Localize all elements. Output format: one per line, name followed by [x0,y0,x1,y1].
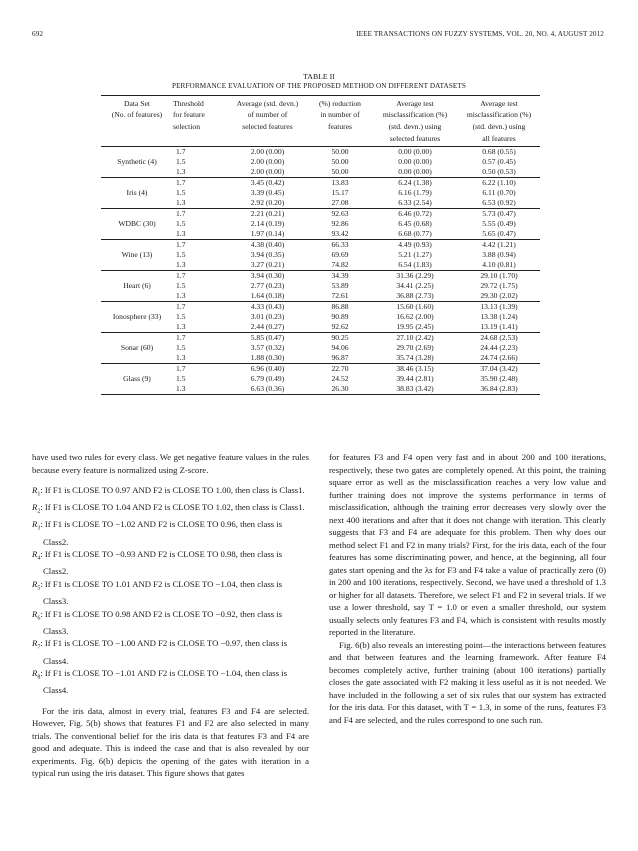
table-cell: 4.49 (0.93) [398,240,432,250]
table-cell: 1.7 [176,209,186,219]
table-cell: 1.3 [176,198,186,208]
table-row [101,240,540,251]
table-cell: 50.00 [331,167,349,177]
header-line: Data Set [124,98,150,108]
table-cell: 2.21 (0.21) [250,209,285,219]
table-cell: 6.46 (0.72) [398,209,432,219]
table-cell: 92.62 [331,322,349,332]
rule-text: : If F1 is CLOSE TO 0.98 AND F2 is CLOSE TO −0.92, then class is Class3. [40,608,283,636]
rule-index: 6 [37,615,41,622]
table-cell: 1.3 [176,167,186,177]
table-cell: 3.01 (0.23) [250,312,285,322]
table-cell: 1.7 [176,240,186,250]
table-cell: 1.3 [176,260,186,270]
table-cell: 22.70 [331,364,349,374]
table-cell: 6.96 (0.40) [250,364,285,374]
table-row [101,271,540,282]
table-cell: 2.77 (0.23) [250,281,285,291]
table-cell: 0.00 (0.00) [398,157,432,167]
header-line: selected features [389,133,441,143]
table-cell: 0.00 (0.00) [398,167,432,177]
right-paragraph-2: Fig. 6(b) also reveals an interesting point—the interactions between features and that between features and the learning framework. After feature F4 becomes completely active, further training (about 100 iterations) partially closes the gate associated with F2 making it less useful as it is not needed. We have included in the following a set of six rules that our system has extracted for the iris data. For this dataset, with T = 1.3, in some of the runs, features F3 and F4 are selected, and the rules correspond to one such run. [329,639,606,725]
table-cell: 34.41 (2.25) [396,281,434,291]
rule-label: R [32,485,38,495]
table-cell: 13.13 (1.39) [480,302,518,312]
table-row [101,209,540,220]
rule-item [32,518,309,548]
page-number: 692 [32,30,44,38]
rule-item [32,667,309,697]
table-cell: 3.39 (0.45) [250,188,285,198]
dataset-name-cell: Ionosphere (33) [112,312,162,322]
table-cell: 24.74 (2.66) [480,353,518,363]
header-line: in number of [320,110,360,120]
header-line: Threshold [173,98,204,108]
table-cell: 1.7 [176,333,186,343]
header-line: for feature [173,110,205,120]
rule-index: 3 [37,526,41,533]
table-header-cell [227,96,308,147]
rule-index: 8 [37,674,41,681]
rule-index: 1 [37,491,41,498]
table-cell: 6.11 (0.70) [482,188,516,198]
table-cell: 15.60 (1.60) [396,302,434,312]
table-cell: 1.3 [176,353,186,363]
table-cell: 6.63 (0.36) [250,384,285,394]
table-cell: 3.27 (0.21) [250,260,285,270]
table-cell: 72.61 [331,291,349,301]
table-cell: 36.88 (2.73) [396,291,434,301]
dataset-name-cell: Iris (4) [126,188,148,198]
rule-text: : If F1 is CLOSE TO −0.93 AND F2 is CLOSE TO 0.98, then class is Class2. [40,549,283,577]
table-cell: 0.68 (0.55) [482,147,516,157]
table-cell: 24.44 (2.23) [480,343,518,353]
rule-label: R [32,578,38,589]
table-cell: 1.3 [176,384,186,394]
table-cell: 0.00 (0.00) [398,147,432,157]
rule-item [32,548,309,578]
table-cell: 1.7 [176,178,186,188]
table-cell: 4.42 (1.21) [482,240,516,250]
header-line: Average test [480,98,518,108]
table-cell: 4.38 (0.40) [250,240,285,250]
table-cell: 92.86 [331,219,349,229]
table-cell: 1.88 (0.30) [250,353,285,363]
table-cell: 90.89 [331,312,349,322]
table-cell: 24.68 (2.53) [480,333,518,343]
table-cell: 35.74 (3.28) [396,353,434,363]
table-cell: 27.10 (2.42) [396,333,434,343]
table-cell: 29.30 (2.02) [480,291,518,301]
header-line: selected features [242,122,293,132]
dataset-name-cell: Wine (13) [121,250,153,260]
table-cell: 35.90 (2.48) [480,374,518,384]
table-cell: 1.5 [176,219,186,229]
table-caption: PERFORMANCE EVALUATION OF THE PROPOSED METHOD ON DIFFERENT DATASETS [171,82,467,90]
table-cell: 69.69 [331,250,349,260]
table-header-cell [173,96,227,147]
table-cell: 1.64 (0.18) [250,291,285,301]
header-line: misclassification (%) [466,110,532,120]
table-cell: 37.04 (3.42) [480,364,518,374]
table-cell: 38.46 (3.15) [396,364,434,374]
rule-item [32,608,309,638]
table-label: TABLE II [303,72,335,81]
table-cell: 66.33 [331,240,349,250]
table-cell: 34.39 [331,271,349,281]
table-cell: 4.10 (0.81) [482,260,516,270]
table-cell: 1.7 [176,302,186,312]
rule-item [32,578,309,608]
rule-label: R [32,502,38,513]
iris-paragraph: For the iris data, almost in every trial, features F3 and F4 are selected. However, Fig. 5(b) shows that features F1 and F2 are also selected in many trials. The conventional belief for the iris data is that features F3 and F4 are good and adequate. This is indeed the case and that is also revealed by our experiments. Fig. 6(b) depicts the opening of the gates with iteration in a typical run using the iris dataset. This figure shows that gates [32,705,309,779]
table-cell: 3.94 (0.35) [250,250,285,260]
header-line: (No. of features) [111,110,163,120]
table-header-cell [308,96,372,147]
table-cell: 93.42 [331,229,349,239]
dataset-name-cell: WDBC (30) [118,219,156,229]
table-cell: 5.73 (0.47) [482,209,516,219]
table-cell: 2.44 (0.27) [250,322,285,332]
table-header-cell [372,96,458,147]
table-cell: 29.70 (2.69) [396,343,434,353]
rule-label: R [32,668,38,679]
table-cell: 15.17 [331,188,349,198]
rule-item [32,484,309,501]
header-line: Average (std. devn.) [236,98,299,108]
table-cell: 6.68 (0.77) [398,229,432,239]
table-cell: 6.79 (0.49) [250,374,285,384]
table-cell: 1.97 (0.14) [250,229,285,239]
table-row [101,333,540,344]
left-column [32,451,309,780]
table-cell: 1.3 [176,322,186,332]
running-header: IEEE TRANSACTIONS ON FUZZY SYSTEMS, VOL. 20, NO. 4, AUGUST 2012 [356,30,604,38]
table-cell: 1.5 [176,312,186,322]
rule-index: 4 [37,555,41,562]
table-cell: 5.21 (1.27) [398,250,432,260]
table-cell: 5.55 (0.49) [482,219,516,229]
table-cell: 27.08 [331,198,349,208]
table-cell: 3.45 (0.42) [250,178,285,188]
header-line: Average test [396,98,434,108]
header-line: misclassification (%) [382,110,448,120]
table-header-cell [458,96,540,147]
table-cell: 1.7 [176,271,186,281]
table-cell: 86.88 [331,302,349,312]
performance-table [101,95,540,395]
rule-text: : If F1 is CLOSE TO 1.01 AND F2 is CLOSE TO −1.04, then class is Class3. [40,578,283,607]
table-cell: 90.25 [331,333,349,343]
table-cell: 1.7 [176,147,186,157]
rule-label: R [32,638,38,649]
rule-label: R [32,519,38,530]
table-cell: 36.84 (2.83) [480,384,518,394]
table-cell: 19.95 (2.45) [396,322,434,332]
table-cell: 13.83 [331,178,349,188]
table-row [101,147,540,158]
header-line: (%) reduction [319,98,361,108]
table-cell: 74.82 [331,260,349,270]
table-cell: 53.89 [331,281,349,291]
table-cell: 38.83 (3.42) [396,384,434,394]
table-cell: 6.53 (0.92) [482,198,516,208]
header-line: of number of [247,110,288,120]
table-cell: 2.92 (0.20) [250,198,285,208]
table-cell: 24.52 [331,374,349,384]
table-cell: 4.33 (0.43) [250,302,285,312]
table-cell: 92.63 [331,209,349,219]
table-cell: 6.16 (1.79) [398,188,432,198]
right-column [329,451,606,726]
table-cell: 1.5 [176,374,186,384]
dataset-name-cell: Synthetic (4) [117,157,157,167]
table-cell: 94.06 [331,343,349,353]
header-line: (std. devn.) using [472,122,526,132]
table-row [101,178,540,189]
table-cell: 2.00 (0.00) [250,147,285,157]
table-cell: 96.87 [331,353,349,363]
table-cell: 6.33 (2.54) [398,198,432,208]
table-cell: 3.88 (0.94) [482,250,516,260]
left-intro-paragraph: have used two rules for every class. We get negative feature values in the rules because every feature is normalized using Z-score. [32,452,309,475]
dataset-name-cell: Glass (9) [123,374,151,384]
table-cell: 1.5 [176,250,186,260]
dataset-name-cell: Sonar (60) [120,343,154,353]
table-cell: 31.36 (2.29) [396,271,434,281]
table-cell: 1.5 [176,188,186,198]
rule-text: : If F1 is CLOSE TO −1.01 AND F2 is CLOSE TO −1.04, then class is Class4. [40,668,287,696]
header-line: (std. devn.) using [388,122,442,132]
table-cell: 26.30 [331,384,349,394]
header-line: selection [173,122,200,132]
table-cell: 2.00 (0.00) [250,157,285,167]
table-cell: 6.22 (1.10) [482,178,516,188]
table-cell: 16.62 (2.00) [396,312,434,322]
table-cell: 1.5 [176,343,186,353]
table-cell: 5.65 (0.47) [482,229,516,239]
table-cell: 13.38 (1.24) [480,312,518,322]
right-paragraph-1: for features F3 and F4 open very fast and in about 200 and 100 iterations, respectively, these two gates are completely opened. At this point, the training square error as well as the misclassification reaches a very low value and further training does not improve the systems performance in terms of misclassification, although the training error decreases very slowly over the next 400 iterations and after that it does not change with iteration. This clearly suggests that F3 and F4 are adequate for this problem. Then why does our method select F1 and F2 in many trials? First, for the iris data, each of the four features has some discriminating power, and hence, at the beginning, all four gates start opening and the λs for F3 and F4 take a value of practically zero (0) in 200 and 100 iterations, respectively. Second, we have used a threshold of 1.3 or higher for all datasets. Therefore, we select F1 and F2 in several trials. If we use a lower threshold, say T = 1.0 or even a smaller threshold, our system usually selects only features F3 and F4, which is consistent with results mostly reported in the literature. [329,452,606,637]
table-cell: 6.54 (1.83) [398,260,432,270]
header-line: features [327,122,353,132]
rule-item [32,501,309,518]
table-cell: 1.5 [176,157,186,167]
table-cell: 1.5 [176,281,186,291]
dataset-name-cell: Heart (6) [123,281,151,291]
table-cell: 2.00 (0.00) [250,167,285,177]
rule-text: : If F1 is CLOSE TO −1.00 AND F2 is CLOSE TO −0.97, then class is Class4. [40,638,287,666]
rule-label: R [32,608,38,619]
rule-index: 5 [37,585,41,592]
rule-text: : If F1 is CLOSE TO 0.97 AND F2 is CLOSE TO 1.00, then class is Class1. [40,485,305,495]
table-cell: 2.14 (0.19) [250,219,285,229]
rule-text: : If F1 is CLOSE TO −1.02 AND F2 is CLOSE TO 0.96, then class is Class2. [40,519,283,547]
rule-index: 2 [37,508,41,515]
table-cell: 29.72 (1.75) [480,281,518,291]
header-line: all features [482,133,516,143]
table-cell: 5.85 (0.47) [250,333,285,343]
table-cell: 1.7 [176,364,186,374]
rule-list [32,484,309,697]
rule-item [32,637,309,667]
table-cell: 29.10 (1.70) [480,271,518,281]
rule-index: 7 [37,645,41,652]
table-cell: 39.44 (2.81) [396,374,434,384]
rule-text: : If F1 is CLOSE TO 1.04 AND F2 is CLOSE TO 1.02, then class is Class1. [40,502,305,513]
table-cell: 1.3 [176,229,186,239]
table-cell: 1.3 [176,291,186,301]
table-cell: 3.57 (0.32) [250,343,285,353]
table-header-cell [101,96,173,147]
table-cell: 13.19 (1.41) [480,322,518,332]
table-cell: 6.24 (1.38) [398,178,432,188]
table-cell: 50.00 [331,157,349,167]
table-header-row [101,96,540,147]
table-cell: 0.50 (0.53) [482,167,516,177]
table-cell: 0.57 (0.45) [482,157,516,167]
table-cell: 50.00 [331,147,349,157]
table-row [101,364,540,375]
rule-label: R [32,549,38,560]
table-row [101,302,540,313]
table-cell: 3.94 (0.30) [250,271,285,281]
table-cell: 6.45 (0.68) [398,219,432,229]
